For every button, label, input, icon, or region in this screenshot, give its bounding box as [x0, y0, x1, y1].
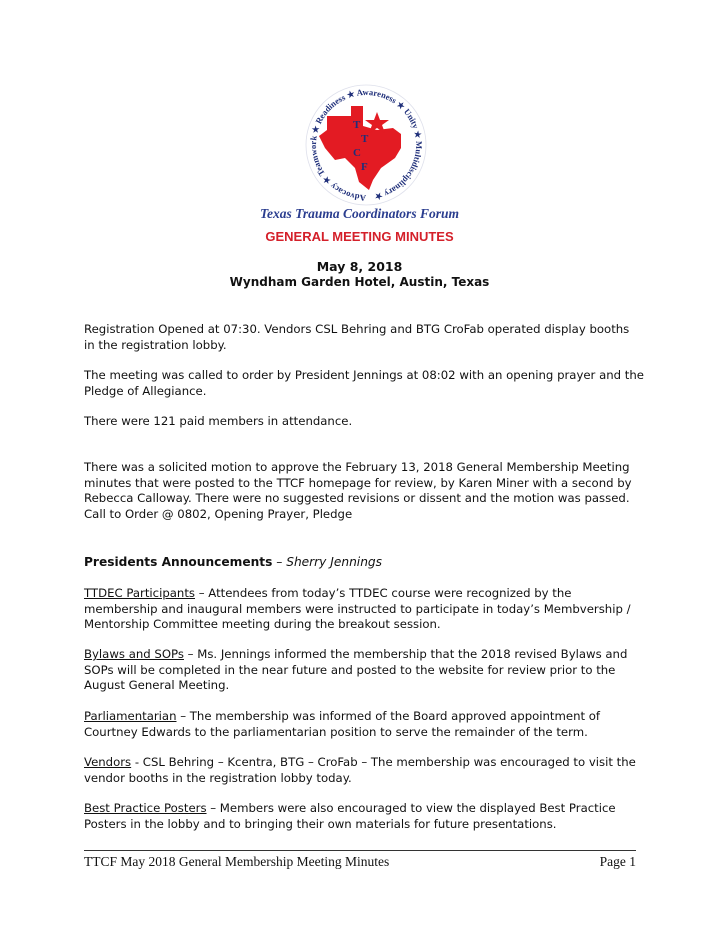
meeting-date: May 8, 2018	[316, 259, 403, 274]
meeting-venue: Wyndham Garden Hotel, Austin, Texas	[229, 275, 490, 289]
text-line: There were 121 paid members in attendance.	[84, 414, 353, 428]
text-line: Mentorship Committee meeting during the breakout session.	[84, 617, 441, 632]
text-line: membership and inaugural members were instructed to participate in today’s Membvership /	[84, 601, 631, 616]
page-number: Page 1	[599, 854, 636, 869]
text-line: There was a solicited motion to approve the February 13, 2018 General Membership Meeting	[84, 460, 630, 474]
text-line: Courtney Edwards to the parliamentarian position to serve the remainder of the term.	[84, 724, 588, 739]
announcement-bylaws	[84, 647, 627, 694]
logo-letter: T	[353, 119, 361, 131]
announcement-label: Best Practice Posters	[84, 801, 207, 815]
document-title: GENERAL MEETING MINUTES	[265, 229, 454, 244]
announcement-parliamentarian	[84, 709, 600, 740]
attendance-paragraph	[84, 414, 352, 430]
announcement-label: Vendors	[84, 755, 132, 769]
text-line: Rebecca Calloway. There were no suggested revisions or dissent and the motion was passed.	[84, 491, 630, 506]
text-line: – The membership was informed of the Board approved appointment of	[176, 709, 601, 723]
announcement-posters	[84, 801, 616, 832]
text-line: The meeting was called to order by President Jennings at 08:02 with an opening prayer and the	[84, 368, 644, 382]
section-presenter: Sherry Jennings	[286, 555, 383, 569]
footer-divider	[84, 850, 636, 851]
call-to-order-paragraph	[84, 368, 644, 399]
registration-paragraph	[84, 322, 629, 353]
ttcf-logo	[297, 82, 435, 208]
text-line: Pledge of Allegiance.	[84, 383, 207, 398]
text-line: Posters in the lobby and to bringing their own materials for future presentations.	[84, 816, 557, 831]
logo-letter: C	[353, 147, 361, 159]
heading-dash: –	[272, 555, 287, 569]
text-line: – Members were also encouraged to view the displayed Best Practice	[206, 801, 616, 815]
text-line: minutes that were posted to the TTCF homepage for review, by Karen Miner with a second by	[84, 475, 632, 490]
text-line: - CSL Behring – Kcentra, BTG – CroFab – The membership was encouraged to visit the	[131, 755, 636, 769]
text-line: vendor booths in the registration lobby today.	[84, 770, 352, 785]
announcement-ttdec	[84, 586, 631, 633]
logo-ring-text: Advocacy ★ Teamwork ★ Readiness ★ Awareness ★ Unity ★ Multidisciplinary ★	[308, 86, 425, 204]
section-heading	[84, 555, 382, 571]
text-line: August General Meeting.	[84, 678, 230, 693]
announcement-label: Bylaws and SOPs	[84, 647, 184, 661]
motion-paragraph	[84, 460, 632, 522]
announcement-label: Parliamentarian	[84, 709, 177, 723]
text-line: SOPs will be completed in the near future and posted to the website for review prior to the	[84, 662, 616, 677]
logo-letter: T	[361, 133, 369, 145]
text-line: Registration Opened at 07:30. Vendors CSL Behring and BTG CroFab operated display booths	[84, 322, 630, 336]
text-line: – Attendees from today’s TTDEC course were recognized by the	[195, 586, 572, 600]
section-heading-text: Presidents Announcements	[84, 555, 273, 569]
footer-title: TTCF May 2018 General Membership Meeting Minutes	[84, 854, 390, 869]
logo-letter: F	[361, 161, 368, 173]
text-line: in the registration lobby.	[84, 337, 227, 352]
org-name: Texas Trauma Coordinators Forum	[260, 206, 459, 221]
announcement-vendors	[84, 755, 636, 786]
text-line: – Ms. Jennings informed the membership that the 2018 revised Bylaws and	[183, 647, 628, 661]
text-line: Call to Order @ 0802, Opening Prayer, Pledge	[84, 506, 353, 521]
announcement-label: TTDEC Participants	[84, 586, 195, 600]
